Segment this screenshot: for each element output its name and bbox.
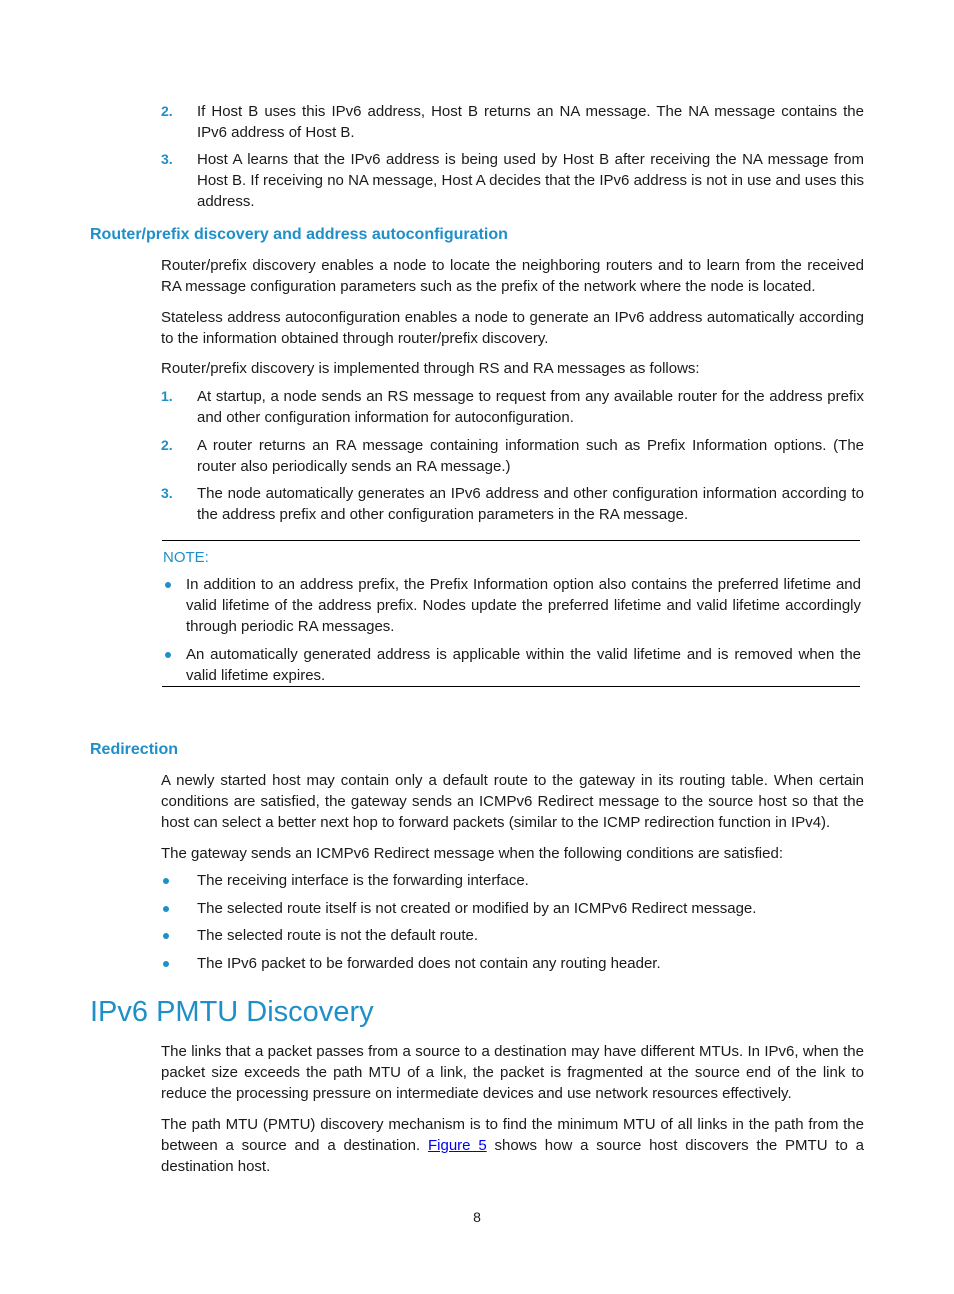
step-number: 2. (161, 437, 173, 453)
step-text: At startup, a node sends an RS message to request from any available router for the address prefix and other configuration information for autoconfiguration. (197, 388, 864, 426)
paragraph: The links that a packet passes from a source to a destination may have different MTUs. In IPv6, when the packet size exceeds the path MTU of a link, the packet is fragmented at the source end of the link to reduce the processing pressure on intermediate devices and use network resources effectively. (161, 1043, 864, 1102)
note-bottom-rule (162, 686, 860, 687)
section-heading-router-prefix: Router/prefix discovery and address autoconfiguration (90, 226, 508, 243)
bullet-icon (163, 933, 169, 939)
section-heading-pmtu: IPv6 PMTU Discovery (90, 996, 374, 1028)
step-number: 3. (161, 485, 173, 501)
bullet-icon (163, 906, 169, 912)
paragraph: Router/prefix discovery is implemented through RS and RA messages as follows: (161, 360, 700, 377)
figure-5-link[interactable]: Figure 5 (428, 1137, 487, 1154)
list-item: The selected route is not the default route. (197, 927, 479, 944)
list-item: The selected route itself is not created or modified by an ICMPv6 Redirect message. (197, 900, 757, 917)
list-item: The receiving interface is the forwarding interface. (197, 872, 529, 889)
bullet-icon (165, 652, 171, 658)
step-number: 2. (161, 103, 173, 119)
bullet-icon (163, 961, 169, 967)
text-run: shows how a source host discovers the PMTU to a destination host. (161, 1137, 865, 1175)
step-number: 1. (161, 388, 173, 404)
step-text: The node automatically generates an IPv6 address and other configuration information according to the address prefix and other configuration parameters in the RA message. (197, 485, 864, 523)
paragraph: The gateway sends an ICMPv6 Redirect message when the following conditions are satisfied: (161, 845, 783, 862)
bullet-icon (163, 878, 169, 884)
paragraph: Router/prefix discovery enables a node to locate the neighboring routers and to learn from the received RA message configuration parameters such as the prefix of the network where the node is located. (161, 257, 864, 295)
step-text: Host A learns that the IPv6 address is being used by Host B after receiving the NA message from Host B. If receiving no NA message, Host A decides that the IPv6 address is not in use and uses this address. (197, 151, 864, 210)
step-number: 3. (161, 151, 173, 167)
list-item: The IPv6 packet to be forwarded does not contain any routing header. (197, 955, 661, 972)
step-text: A router returns an RA message containing information such as Prefix Information options. (The router also periodically sends an RA message.) (197, 437, 864, 475)
paragraph: Stateless address autoconfiguration enables a node to generate an IPv6 address automatically according to the information obtained through router/prefix discovery. (161, 309, 864, 347)
paragraph-pmtu-mechanism (161, 1114, 864, 1177)
section-heading-redirection: Redirection (90, 741, 179, 758)
bullet-icon (165, 582, 171, 588)
text-run: The path MTU (PMTU) discovery mechanism is to find the minimum MTU of all links in the path from the between a source and a destination. (161, 1116, 864, 1154)
note-label: NOTE: (163, 549, 209, 566)
step-text: If Host B uses this IPv6 address, Host B returns an NA message. The NA message contains the IPv6 address of Host B. (197, 103, 864, 141)
note-top-rule (162, 540, 860, 541)
note-item: In addition to an address prefix, the Prefix Information option also contains the preferred lifetime and valid lifetime of the address prefix. Nodes update the preferred lifetime and valid lifetime accordingly through periodic RA messages. (186, 576, 861, 635)
page-number: 8 (473, 1209, 481, 1225)
paragraph: A newly started host may contain only a default route to the gateway in its routing table. When certain conditions are satisfied, the gateway sends an ICMPv6 Redirect message to the source host so that the host can select a better next hop to forward packets (similar to the ICMP redirection function in IPv4). (161, 772, 864, 831)
note-item: An automatically generated address is applicable within the valid lifetime and is removed when the valid lifetime expires. (186, 646, 861, 684)
